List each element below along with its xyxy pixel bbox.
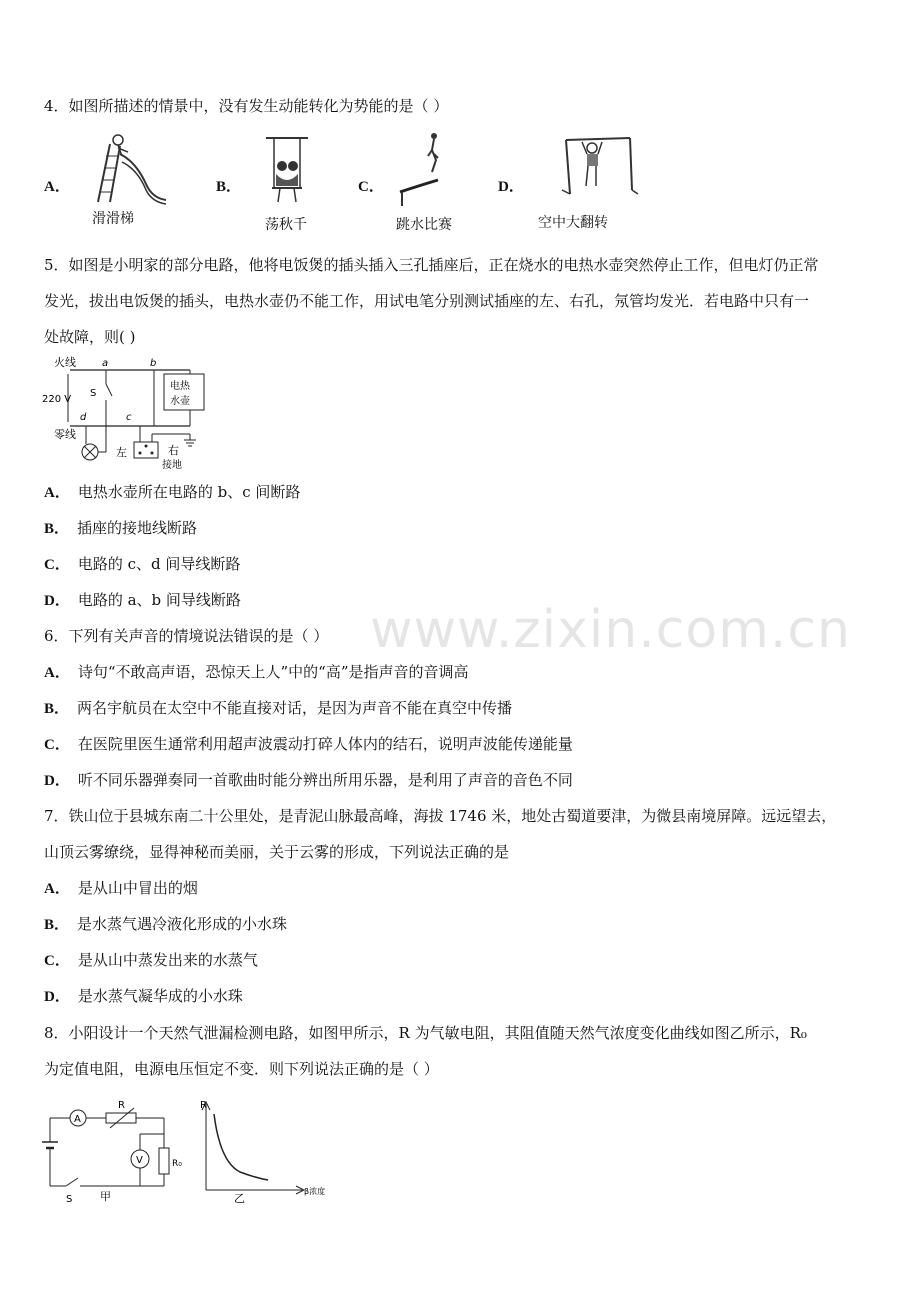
svg-text:甲: 甲 <box>100 1190 111 1203</box>
q5-circuit-diagram <box>40 354 210 474</box>
swing-illustration <box>262 136 312 210</box>
q8-stem-line-2: 为定值电阻，电源电压恒定不变．则下列说法正确的是（ ） <box>44 1060 439 1078</box>
live-wire-label: 火线 <box>54 356 76 369</box>
q5-option-b: B． 插座的接地线断路 <box>44 519 198 537</box>
svg-text:左: 左 <box>116 446 127 459</box>
q4-option-a-letter: A． <box>44 179 70 195</box>
watermark: www.zixin.com.cn <box>370 600 851 660</box>
q4-option-a-caption: 滑滑梯 <box>92 211 134 227</box>
q7-stem-line-2: 山顶云雾缭绕，显得神秘而美丽，关于云雾的形成，下列说法正确的是 <box>44 843 510 861</box>
svg-text:220 V: 220 V <box>42 394 72 405</box>
q6-option-b: B． 两名宇航员在太空中不能直接对话，是因为声音不能在真空中传播 <box>44 699 513 717</box>
svg-text:R₀: R₀ <box>172 1159 182 1169</box>
svg-text:乙: 乙 <box>234 1192 245 1205</box>
svg-text:S: S <box>90 388 97 399</box>
q4-option-c-caption: 跳水比赛 <box>396 217 452 233</box>
diving-illustration <box>398 130 448 210</box>
svg-text:电热: 电热 <box>170 381 190 392</box>
q4-option-b-caption: 荡秋千 <box>265 217 307 233</box>
slide-illustration <box>88 132 168 206</box>
svg-text:右: 右 <box>168 444 179 457</box>
svg-text:S: S <box>66 1194 73 1205</box>
ammeter-symbol: A <box>74 1114 81 1125</box>
q8-stem-line-1: 8．小阳设计一个天然气泄漏检测电路，如图甲所示，R 为气敏电阻，其阻值随天然气浓度变化曲线如图乙所示，R₀ <box>44 1024 807 1042</box>
q7-option-d: D． 是水蒸气凝华成的小水珠 <box>44 987 243 1005</box>
q6-option-a: A． 诗句“不敢高声语，恐惊天上人”中的“高”是指声音的音调高 <box>44 663 469 681</box>
q4-option-d-caption: 空中大翻转 <box>538 215 608 231</box>
q5-option-d: D． 电路的 a、b 间导线断路 <box>44 591 241 609</box>
q6-option-c: C． 在医院里医生通常利用超声波震动打碎人体内的结石，说明声波能传递能量 <box>44 735 573 753</box>
q5-stem-line-2: 发光，拔出电饭煲的插头，电热水壶仍不能工作，用试电笔分别测试插座的左、右孔，氖管均发光．若电路中只有一 <box>44 292 810 310</box>
svg-text:c: c <box>126 412 132 423</box>
bar-flip-illustration <box>560 134 640 208</box>
q4-option-b-letter: B． <box>216 179 242 195</box>
q6-stem: 6．下列有关声音的情境说法错误的是（ ） <box>44 627 329 645</box>
q4-option-c-letter: C． <box>358 179 384 195</box>
voltmeter-symbol: V <box>136 1155 143 1166</box>
q4-option-d-letter: D． <box>498 179 524 195</box>
svg-text:接地: 接地 <box>162 460 182 471</box>
q8-circuit-and-graph <box>40 1096 340 1206</box>
q5-stem-line-1: 5．如图是小明家的部分电路，他将电饭煲的插头插入三孔插座后，正在烧水的电热水壶突然停止工作，但电灯仍正常 <box>44 256 819 274</box>
svg-text:R: R <box>200 1100 207 1111</box>
resistance-curve <box>214 1114 268 1180</box>
q5-option-c: C． 电路的 c、d 间导线断路 <box>44 555 241 573</box>
q7-stem-line-1: 7．铁山位于县城东南二十公里处，是青泥山脉最高峰，海拔 1746 米，地处古蜀道要津，为微县南境屏障。远远望去， <box>44 807 837 825</box>
q7-option-c: C． 是从山中蒸发出来的水蒸气 <box>44 951 258 969</box>
svg-text:R: R <box>118 1100 125 1111</box>
q4-stem: 4．如图所描述的情景中，没有发生动能转化为势能的是（ ） <box>44 97 449 115</box>
svg-text:β浓度: β浓度 <box>304 1187 326 1196</box>
neutral-wire-label: 零线 <box>54 428 76 441</box>
svg-text:水壶: 水壶 <box>170 396 190 407</box>
svg-text:b: b <box>150 358 157 369</box>
svg-text:a: a <box>102 358 109 369</box>
q7-option-a: A． 是从山中冒出的烟 <box>44 879 198 897</box>
q5-stem-line-3: 处故障，则( ) <box>44 328 136 346</box>
q6-option-d: D． 听不同乐器弹奏同一首歌曲时能分辨出所用乐器，是利用了声音的音色不同 <box>44 771 573 789</box>
svg-text:d: d <box>80 412 87 423</box>
q5-option-a: A． 电热水壶所在电路的 b、c 间断路 <box>44 483 301 501</box>
q7-option-b: B． 是水蒸气遇冷液化形成的小水珠 <box>44 915 288 933</box>
